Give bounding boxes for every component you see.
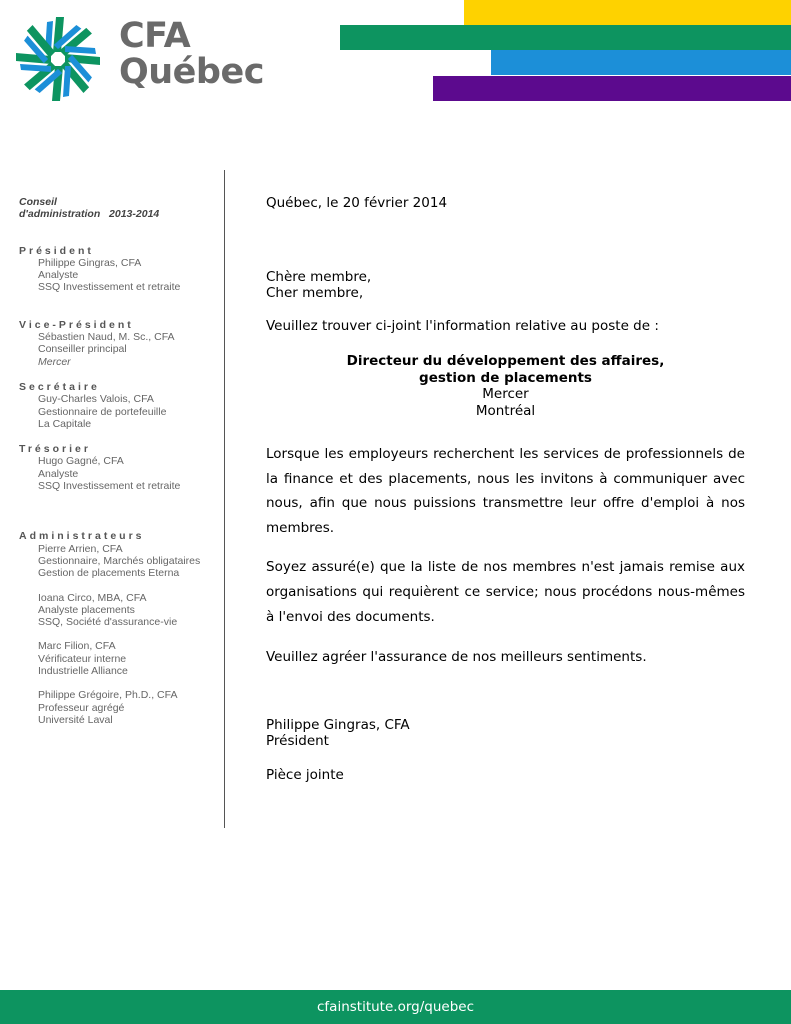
administrator-4: Philippe Grégoire, Ph.D., CFA Professeur agrégé Université Laval [38,689,178,726]
role-administrators: Administrateurs [19,530,145,543]
role-vice-president: Vice-Président [19,318,134,331]
position-company: Mercer [482,386,529,402]
board-title-line2: d'administration 2013-2014 [19,208,160,221]
role-treasurer: Trésorier [19,443,91,456]
sidebar-divider [224,170,225,828]
letter-body [266,195,745,783]
letter-greeting [266,269,745,302]
header-bar-purple [433,76,791,101]
board-term: 2013-2014 [109,208,160,221]
greeting-feminine: Chère membre, [266,268,372,285]
position-title-line1: Directeur du développement des affaires, [346,353,665,369]
signatory-name: Philippe Gingras, CFA [266,716,410,733]
board-title-line1: Conseil [19,196,57,208]
member-vice-president: Sébastien Naud, M. Sc., CFA Conseiller principal Mercer [38,331,175,368]
position-title-line2: gestion de placements [419,369,592,386]
member-secretary: Guy-Charles Valois, CFA Gestionnaire de portefeuille La Capitale [38,393,167,430]
job-position [266,353,745,419]
letter-date: Québec, le 20 février 2014 [266,195,448,211]
role-president: Président [19,244,94,257]
header-bar-yellow [464,0,791,25]
administrator-3: Marc Filion, CFA Vérificateur interne Industrielle Alliance [38,640,128,678]
paragraph-employers: Lorsque les employeurs recherchent les services de professionnels de la finance et des placements, nous les invitons à communiquer avec nous, afin que nous puissions transmettre leur offre d'emploi à nos membres. [266,446,745,536]
header-bar-blue [491,50,791,75]
cfa-logo-icon [14,15,102,103]
administrator-1: Pierre Arrien, CFA Gestionnaire, Marchés obligataires Gestion de placements Eterna [38,542,201,580]
enclosure-note: Pièce jointe [266,766,344,783]
footer-bar [0,990,791,1024]
board-title [19,196,219,221]
letter-closing: Veuillez agréer l'assurance de nos meilleurs sentiments. [266,649,647,666]
board-sidebar [19,196,219,726]
brand-line-2: Québec [119,52,264,92]
footer-url-link[interactable]: cfainstitute.org/quebec [317,999,474,1015]
position-city: Montréal [475,402,536,419]
administrator-2: Ioana Circo, MBA, CFA Analyste placements SSQ, Société d'assurance-vie [38,591,178,629]
header-bar-green [340,25,791,50]
brand-wordmark [119,16,264,92]
signature-block [266,717,745,750]
member-treasurer: Hugo Gagné, CFA Analyste SSQ Investissement et retraite [38,455,181,493]
brand-line-1: CFA [119,16,191,56]
letter-intro: Veuillez trouver ci-joint l'information relative au poste de : [266,317,659,334]
signatory-title: Président [266,733,329,750]
member-president: Philippe Gingras, CFA Analyste SSQ Investissement et retraite [38,256,181,294]
role-secretary: Secrétaire [19,380,100,393]
paragraph-privacy: Soyez assuré(e) que la liste de nos membres n'est jamais remise aux organisations qui requièrent ce service; nous procédons nous-mêmes à l'envoi des documents. [266,559,745,625]
greeting-masculine: Cher membre, [266,285,364,301]
